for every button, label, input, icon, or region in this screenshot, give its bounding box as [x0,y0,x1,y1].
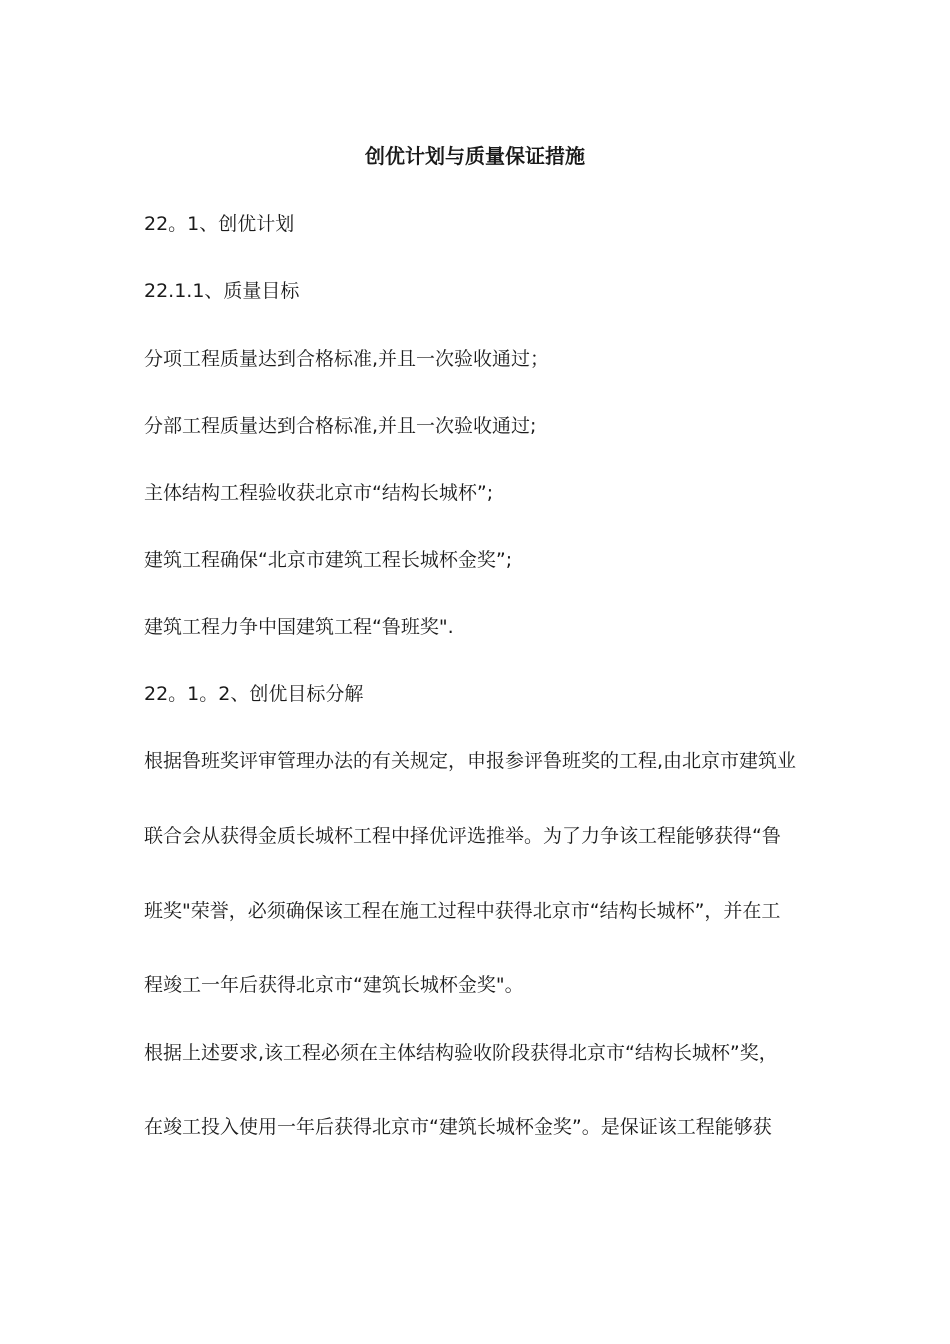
subsection-heading-goal-breakdown: 22。1。2、创优目标分解 [144,683,364,705]
document-title: 创优计划与质量保证措施 [365,144,585,168]
paragraph-line: 程竣工一年后获得北京市“建筑长城杯金奖"。 [144,974,524,996]
paragraph-line: 主体结构工程验收获北京市“结构长城杯”; [144,482,494,504]
paragraph-line: 在竣工投入使用一年后获得北京市“建筑长城杯金奖”。是保证该工程能够获 [144,1116,772,1138]
section-heading-22-1: 22。1、创优计划 [144,213,295,235]
paragraph-line: 根据鲁班奖评审管理办法的有关规定，申报参评鲁班奖的工程,由北京市建筑业 [144,750,797,772]
paragraph-line: 根据上述要求,该工程必须在主体结构验收阶段获得北京市“结构长城杯”奖， [144,1042,778,1064]
paragraph-line: 分项工程质量达到合格标准,并且一次验收通过； [144,348,550,370]
paragraph-line: 建筑工程确保“北京市建筑工程长城杯金奖”; [144,549,513,571]
paragraph-line: 建筑工程力争中国建筑工程“鲁班奖". [144,616,454,638]
paragraph-line: 联合会从获得金质长城杯工程中择优评选推举。为了力争该工程能够获得“鲁 [144,825,781,847]
paragraph-line: 分部工程质量达到合格标准,并且一次验收通过; [144,415,537,437]
paragraph-line: 班奖"荣誉，必须确保该工程在施工过程中获得北京市“结构长城杯”，并在工 [144,900,781,922]
subsection-heading-quality-goal: 22.1.1、质量目标 [144,280,300,302]
